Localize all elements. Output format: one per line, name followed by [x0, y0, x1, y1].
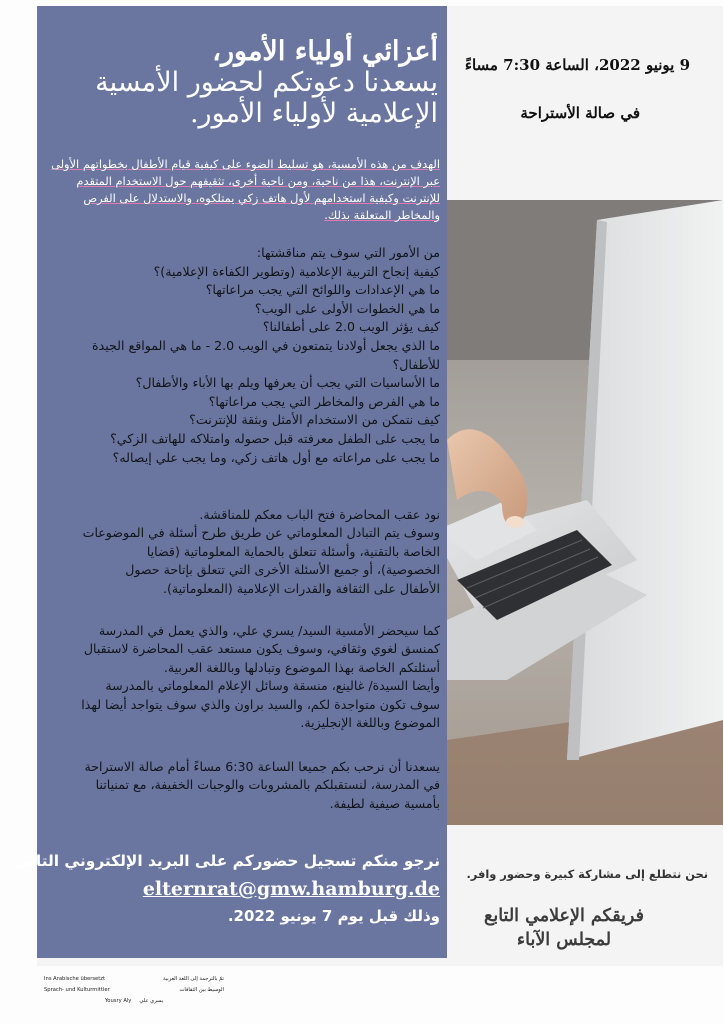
topic-item: كيف يؤثر الويب 2.0 على أطفالنا؟	[262, 319, 440, 335]
event-venue: في صالة الأستراحة	[520, 104, 640, 122]
topic-item: ما الأساسيات التي يجب أن يعرفها ويلم بها الأباء والأطفال؟	[135, 375, 440, 391]
registration-block	[14, 848, 440, 928]
stamp-name-ar: يسري علي	[139, 998, 164, 1004]
topic-item: ما يجب على مراعاته مع أول هاتف زكي، وما يجب علي إيصاله؟	[112, 449, 440, 465]
paragraph-line: يسعدنا أن نرحب بكم جميعا الساعة 6:30 مساءً أمام صالة الاستراحة	[84, 759, 440, 774]
paragraph-line: الموضوع وباللغة الإنجليزية.	[300, 715, 440, 731]
team-line-1: فريقكم الإعلامي التابع	[484, 906, 644, 926]
paragraph-line: وسوف يتم التبادل المعلوماتي عن طريق طرح أسئلة في الموضوعات	[82, 525, 440, 541]
intro-paragraph: الهدف من هذه الأمسية، هو تسليط الضوء على كيفية قيام الأطفال بخطواتهم الأولى عبر الإنترنت، هذا من ناحية، ومن ناحية أخرى، تثقيفهم حول الاستخدام المتقدم للإنترنت وكيفية استخدامهم لأول هاتف زكي يمتلكوه، والاستدلال على الفرص والمخاطر المتعلقة بذلك.	[51, 157, 440, 222]
paragraph-line: نود عقب المحاضرة فتح الباب معكم للمناقشة.	[199, 507, 440, 522]
topics-heading: من الأمور التي سوف يتم مناقشتها:	[256, 245, 440, 260]
stamp-translated-de: Ins Arabische übersetzt	[44, 976, 106, 982]
laptop-illustration	[447, 200, 723, 825]
topic-item: ما هي الإعدادات واللوائح التي يجب مراعاتها؟	[205, 282, 440, 298]
stamp-translated-ar: تمّ بالترجمة إلى اللغة العربية	[162, 976, 224, 982]
registration-deadline: وذلك قبل يوم 7 يونيو 2022.	[227, 907, 440, 925]
discussion-paragraph	[48, 506, 440, 598]
stamp-mediator-de: Sprach- und Kulturmittler	[44, 987, 110, 993]
topic-item: ما الذي يجعل أولادنا يتمتعون في الويب 2.0 - ما هي المواقع الجيدة	[92, 337, 440, 353]
welcome-paragraph	[48, 758, 440, 813]
info-panel	[14, 6, 447, 958]
topic-item: ما هي الخطوات الأولى على الويب؟	[254, 300, 440, 316]
registration-email-link[interactable]: elternrat@gmw.hamburg.de	[142, 878, 440, 900]
invitation-title	[48, 36, 438, 129]
stamp-name-de: Yousry Aly	[104, 998, 132, 1004]
topic-item: كيفية إنجاح التربية الإعلامية (وتطوير الكفاءة الإعلامية)؟	[153, 263, 440, 279]
paragraph-line: في المدرسة، لنستقبلكم بالمشروبات والوجبات الخفيفة، مع تمنياتنا	[95, 777, 440, 793]
paragraph-line: الخصوصية)، أو جميع الأسئلة الأخرى التي تتعلق بإتاحة حصول	[125, 562, 440, 578]
paragraph-line: الأطفال على الثقافة والقدرات الإعلامية (المعلوماتية).	[162, 580, 440, 596]
guests-paragraph	[48, 622, 440, 732]
signature-team	[452, 904, 676, 952]
translator-stamp	[44, 974, 224, 1007]
paragraph-line: كمنسق لغوي وثقافي، وسوف يكون مستعد عقب المحاضرة لاستقبال	[83, 641, 440, 657]
laptop-photo	[447, 200, 723, 825]
registration-request: نرجو منكم تسجيل حضوركم على البريد الإلكتروني التالي	[14, 852, 440, 870]
paragraph-line: كما سيحضر الأمسية السيد/ يسري علي، والذي يعمل في المدرسة	[98, 623, 440, 638]
topic-item: كيف نتمكن من الاستخدام الأمثل وبثقة للإنترنت؟	[189, 412, 440, 428]
stamp-mediator-ar: الوسيط بين الثقافات	[179, 987, 224, 993]
closing-greeting: نحن نتطلع إلى مشاركة كبيرة وحضور وافر.	[466, 867, 708, 881]
team-line-2: لمجلس الآباء	[516, 930, 612, 950]
discussion-topics	[48, 244, 440, 467]
paragraph-line: الخاصة بالتقنية، وأسئلة تتعلق بالحماية المعلوماتية (قضايا	[146, 543, 440, 559]
paragraph-line: أسئلتكم الخاصة بهذا الموضوع وتبادلها وباللغة العربية.	[163, 659, 440, 675]
title-line-1: أعزائي أولياء الأمور،	[212, 36, 438, 67]
event-datetime: 9 يونيو 2022، الساعة 7:30 مساءً	[464, 56, 690, 74]
paragraph-line: وأيضا السيدة/ غالينع، منسقة وسائل الإعلام المعلوماتي بالمدرسة	[105, 678, 440, 694]
topic-item: ما هي الفرص والمخاطر التي يجب مراعاتها؟	[208, 393, 440, 409]
topic-item: للأطفال؟	[392, 356, 440, 372]
title-line-3: الإعلامية لأولياء الأمور.	[189, 98, 438, 129]
topic-item: ما يجب على الطفل معرفته قبل حصوله وامتلاكه للهاتف الزكي؟	[110, 430, 440, 446]
title-line-2: يسعدنا دعوتكم لحضور الأمسية	[95, 67, 438, 98]
paragraph-line: بأمسية صيفية لطيفة.	[329, 795, 440, 811]
paragraph-line: سوف تكون متواجدة لكم، والسيد براون والذي سوف يتواجد أيضا لهذا	[81, 696, 440, 712]
